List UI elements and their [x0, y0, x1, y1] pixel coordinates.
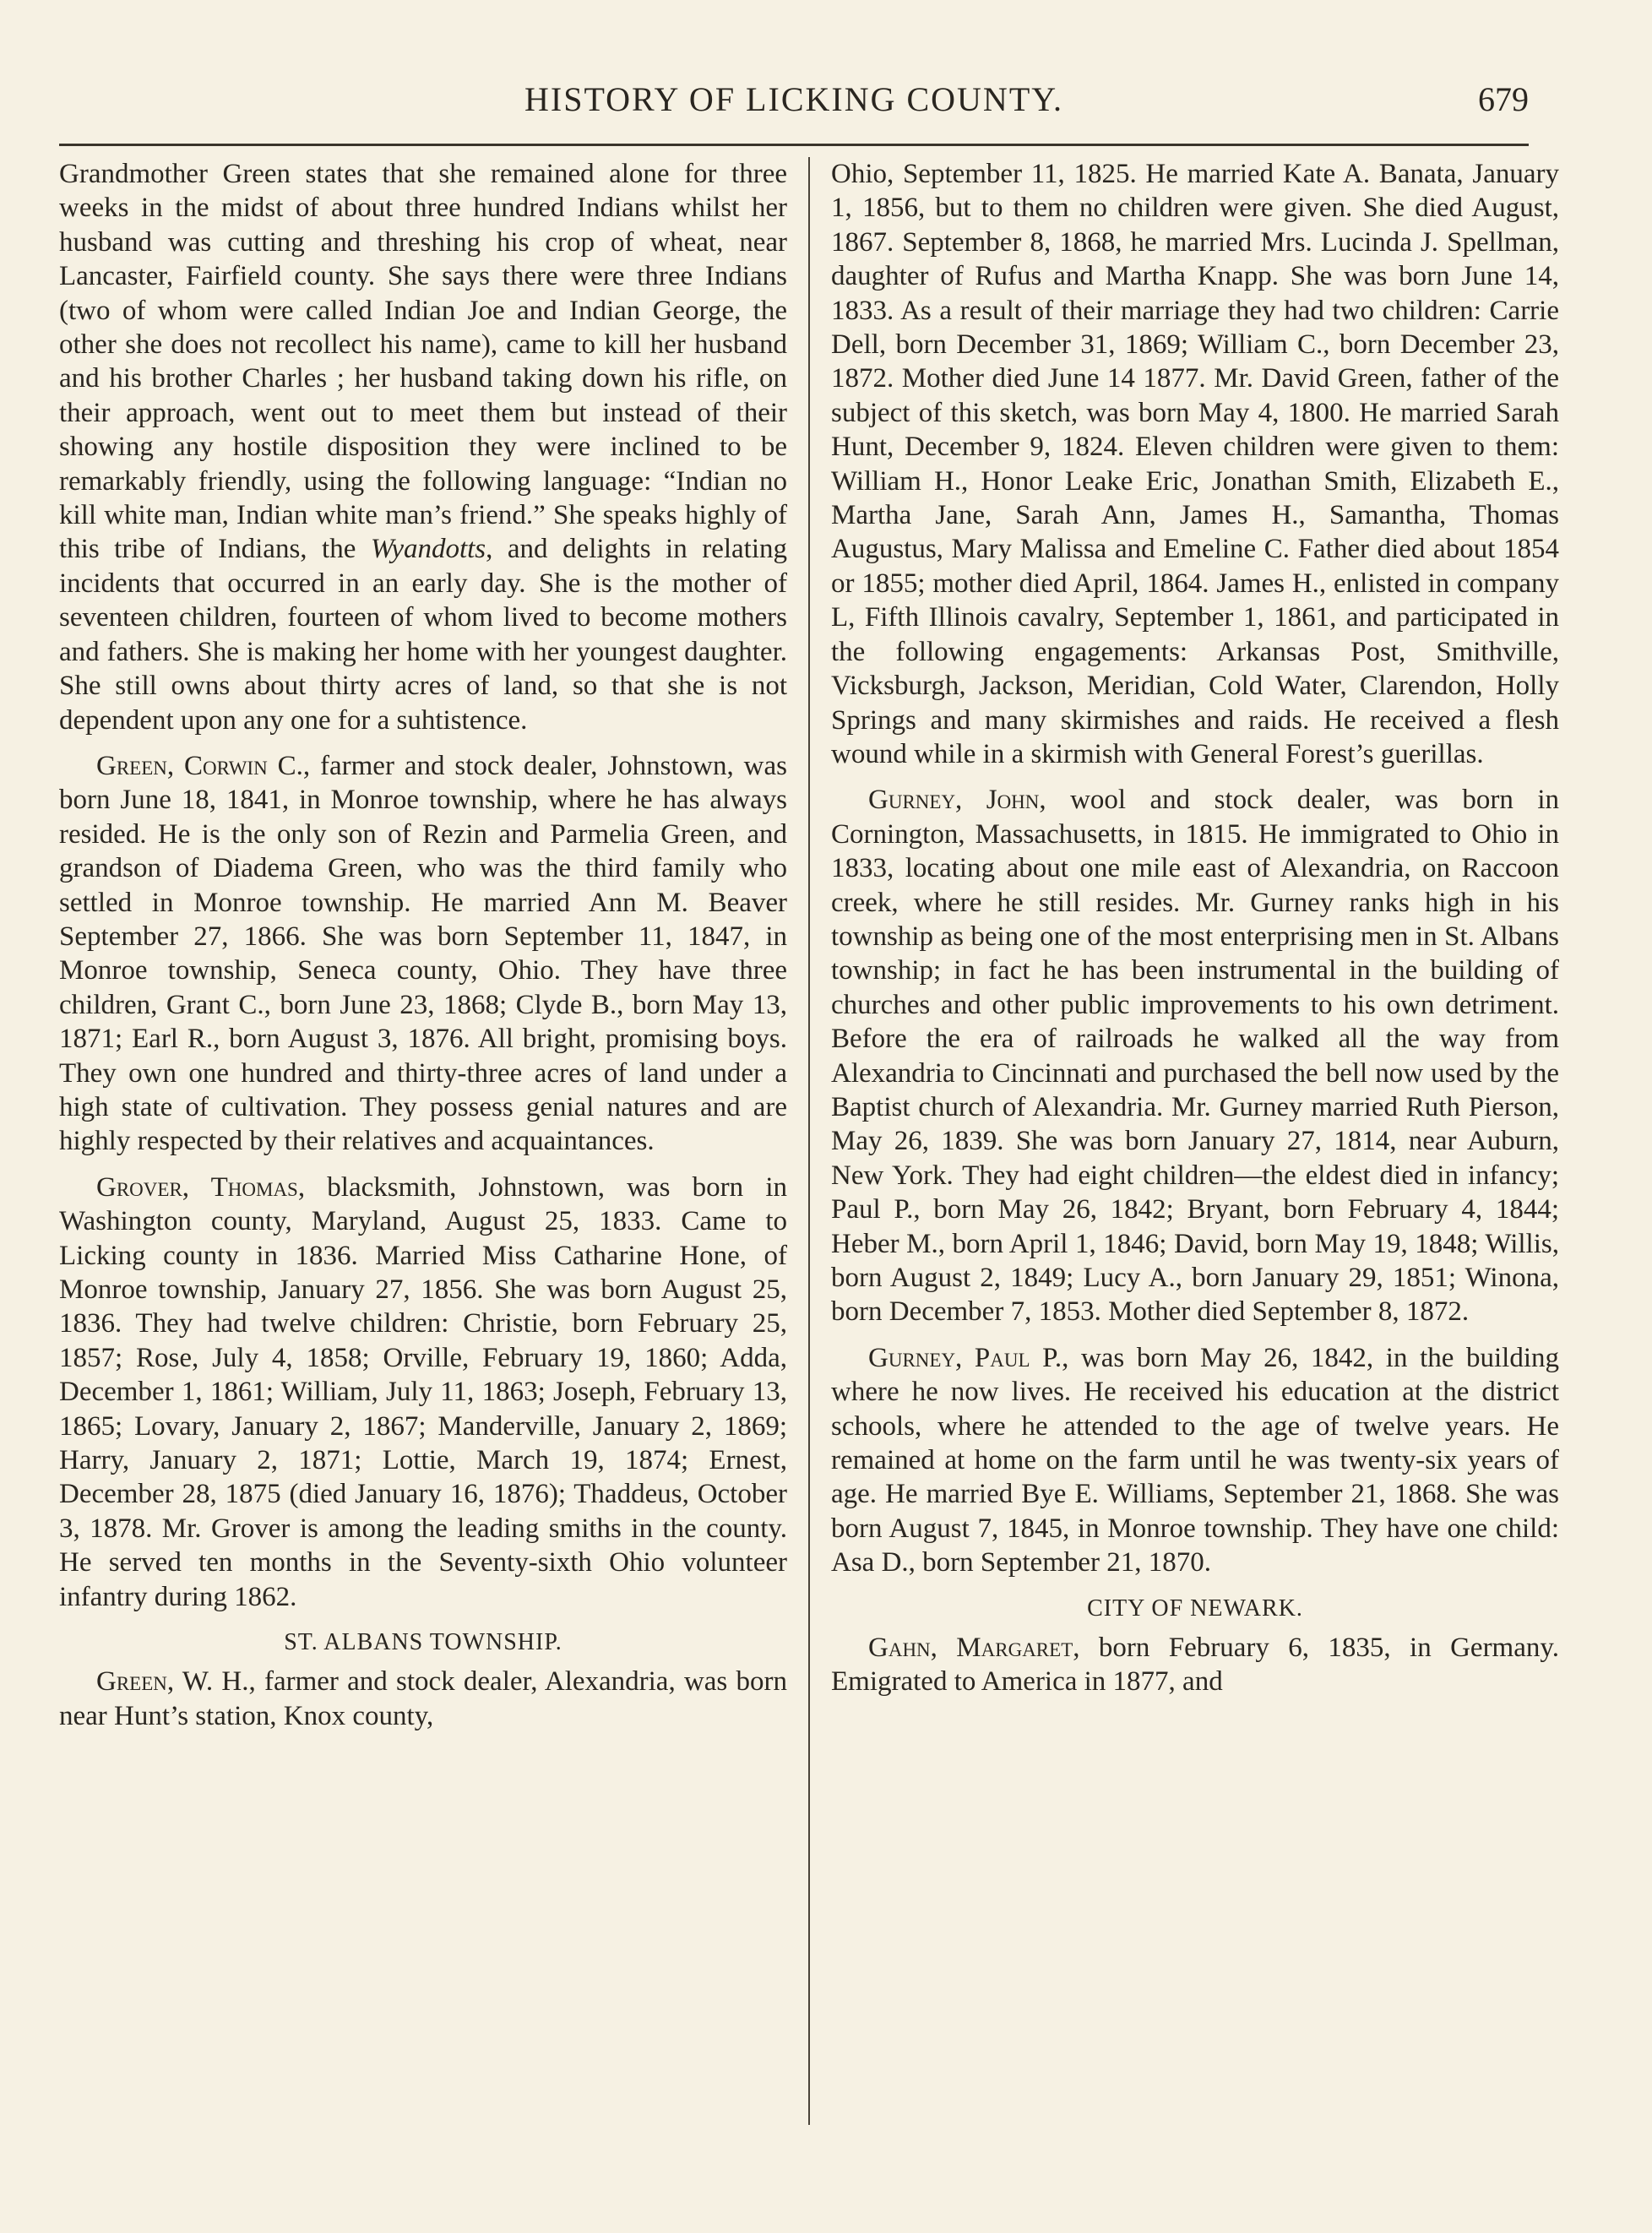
section-heading-newark: CITY OF NEWARK. — [1087, 1595, 1303, 1622]
entry-text: , born February 6, 1835, in Germany. Emigrated to America in 1877, and — [831, 1633, 1559, 1698]
entry-text: , farmer and stock dealer, Alexandria, was born near Hunt’s station, Knox county, — [59, 1666, 787, 1731]
entry-gahn-margaret — [831, 1631, 1559, 1699]
entry-name: Gurney, Paul P. — [868, 1342, 1062, 1373]
tribe-name: Wyandotts — [370, 534, 486, 565]
entry-gurney-john — [831, 783, 1559, 1329]
text-columns — [59, 157, 1559, 2150]
column-divider — [808, 157, 810, 2125]
section-heading-st-albans: ST. ALBANS TOWNSHIP. — [284, 1629, 562, 1656]
page-number: 679 — [1478, 80, 1529, 118]
entry-green-wh — [59, 1665, 787, 1733]
entry-green-wh-continued: Ohio, September 11, 1825. He married Kate A. Banata, January 1, 1856, but to them no children were given. She died August, 1867. September 8, 1868, he married Mrs. Lucinda J. Spellman, daughter of Rufus and Martha Knapp. She was born June 14, 1833. As a result of their marriage they had two children: Carrie Dell, born December 31, 1869; William C., born December 23, 1872. Mother died June 14 1877. Mr. David Green, father of the subject of this sketch, was born May 4, 1800. He married Sarah Hunt, December 9, 1824. Eleven children were given to them: William H., Honor Leake Eric, Jonathan Smith, Elizabeth E., Martha Jane, Sarah Ann, James H., Samantha, Thomas Augustus, Mary Malissa and Emeline C. Father died about 1854 or 1855; mother died April, 1864. James H., enlisted in company L, Fifth Illinois cavalry, September 1, 1861, and participated in the following engagements: Arkansas Post, Smithville, Vicksburgh, Jackson, Meridian, Cold Water, Clarendon, Holly Springs and many skirmishes and raids. He received a flesh wound while in a skirmish with General Forest’s guerillas. — [831, 159, 1559, 769]
entry-name: Green, Corwin C. — [96, 750, 303, 781]
entry-text: , blacksmith, Johnstown, was born in Washington county, Maryland, August 25, 1833. Came to Licking county in 1836. Married Miss Catharine Hone, of Monroe township, January 27, 1856. She was born August 25, 1836. They had twelve children: Christie, born February 25, 1857; Rose, July 4, 1858; Orville, February 19, 1860; Adda, December 1, 1861; William, July 11, 1863; Joseph, February 13, 1865; Lovary, January 2, 1867; Manderville, January 2, 1869; Harry, January 2, 1871; Lottie, March 19, 1874; Ernest, December 28, 1875 (died January 16, 1876); Thaddeus, October 3, 1878. Mr. Grover is among the leading smiths in the county. He served ten months in the Seventy-sixth Ohio volunteer infantry during 1862. — [59, 1171, 787, 1612]
entry-green-corwin — [59, 749, 787, 1159]
entry-name: Gahn, Margaret — [868, 1633, 1073, 1664]
left-column — [59, 157, 787, 2142]
entry-name: Grover, Thomas — [96, 1171, 298, 1203]
paragraph-grandmother-green — [59, 157, 787, 737]
entry-text: , was born May 26, 1842, in the building where he now lives. He received his education at the district schools, where he attended to the age of twelve years. He remained at home on the farm until he was twenty-six years of age. He married Bye E. Williams, September 21, 1868. She was born August 7, 1845, in Monroe township. They have one child: Asa D., born September 21, 1870. — [831, 1342, 1559, 1578]
entry-grover-thomas — [59, 1171, 787, 1614]
entry-gurney-paul — [831, 1341, 1559, 1580]
running-title: HISTORY OF LICKING COUNTY. — [524, 80, 1063, 118]
right-column — [831, 157, 1559, 2142]
paragraph-text: Grandmother Green states that she remained alone for three weeks in the midst of about three hundred Indians whilst her husband was cutting and threshing his crop of wheat, near Lancaster, Fairfield county. She says there were three Indians (two of whom were called Indian Joe and Indian George, the other she does not recollect his name), came to kill her husband and his brother Charles ; her husband taking down his rifle, on their approach, went out to meet them but instead of their showing any hostile disposition they were inclined to be remarkably friendly, using the following language: “Indian no kill white man, Indian white man’s friend.” She speaks highly of this tribe of Indians, the — [59, 159, 787, 565]
entry-name: Green, W. H. — [96, 1666, 249, 1698]
page-header — [59, 68, 1529, 146]
entry-text: , wool and stock dealer, was born in Cornington, Massachusetts, in 1815. He immigrated to Ohio in 1833, locating about one mile east of Alexandria, on Raccoon creek, where he still resides. Mr. Gurney ranks high in his township as being one of the most enterprising men in St. Albans township; in fact he has been instrumental in the building of churches and other public improvements to his own detriment. Before the era of railroads he walked all the way from Alexandria to Cincinnati and purchased the bell now used by the Baptist church of Alexandria. Mr. Gurney married Ruth Pierson, May 26, 1839. She was born January 27, 1814, near Auburn, New York. They had eight children—the eldest died in infancy; Paul P., born May 26, 1842; Bryant, born February 4, 1844; Heber M., born April 1, 1846; David, born May 19, 1848; Willis, born August 2, 1849; Lucy A., born January 29, 1851; Winona, born December 7, 1853. Mother died September 8, 1872. — [831, 785, 1559, 1328]
entry-name: Gurney, John — [868, 785, 1040, 816]
paragraph-text: , and delights in relating incidents that occurred in an early day. She is the mother of seventeen children, fourteen of whom lived to become mothers and fathers. She is making her home with her youngest daughter. She still owns about thirty acres of land, so that she is not dependent upon any one for a suhtistence. — [59, 534, 787, 736]
entry-text: , farmer and stock dealer, Johnstown, was born June 18, 1841, in Monroe township, where he has always resided. He is the only son of Rezin and Parmelia Green, and grandson of Diadema Green, who was the third family who settled in Monroe township. He married Ann M. Beaver September 27, 1866. She was born September 11, 1847, in Monroe township, Seneca county, Ohio. They have three children, Grant C., born June 23, 1868; Clyde B., born May 13, 1871; Earl R., born August 3, 1876. All bright, promising boys. They own one hundred and thirty-three acres of land under a high state of cultivation. They possess genial natures and are highly respected by their relatives and acquaintances. — [59, 750, 787, 1157]
